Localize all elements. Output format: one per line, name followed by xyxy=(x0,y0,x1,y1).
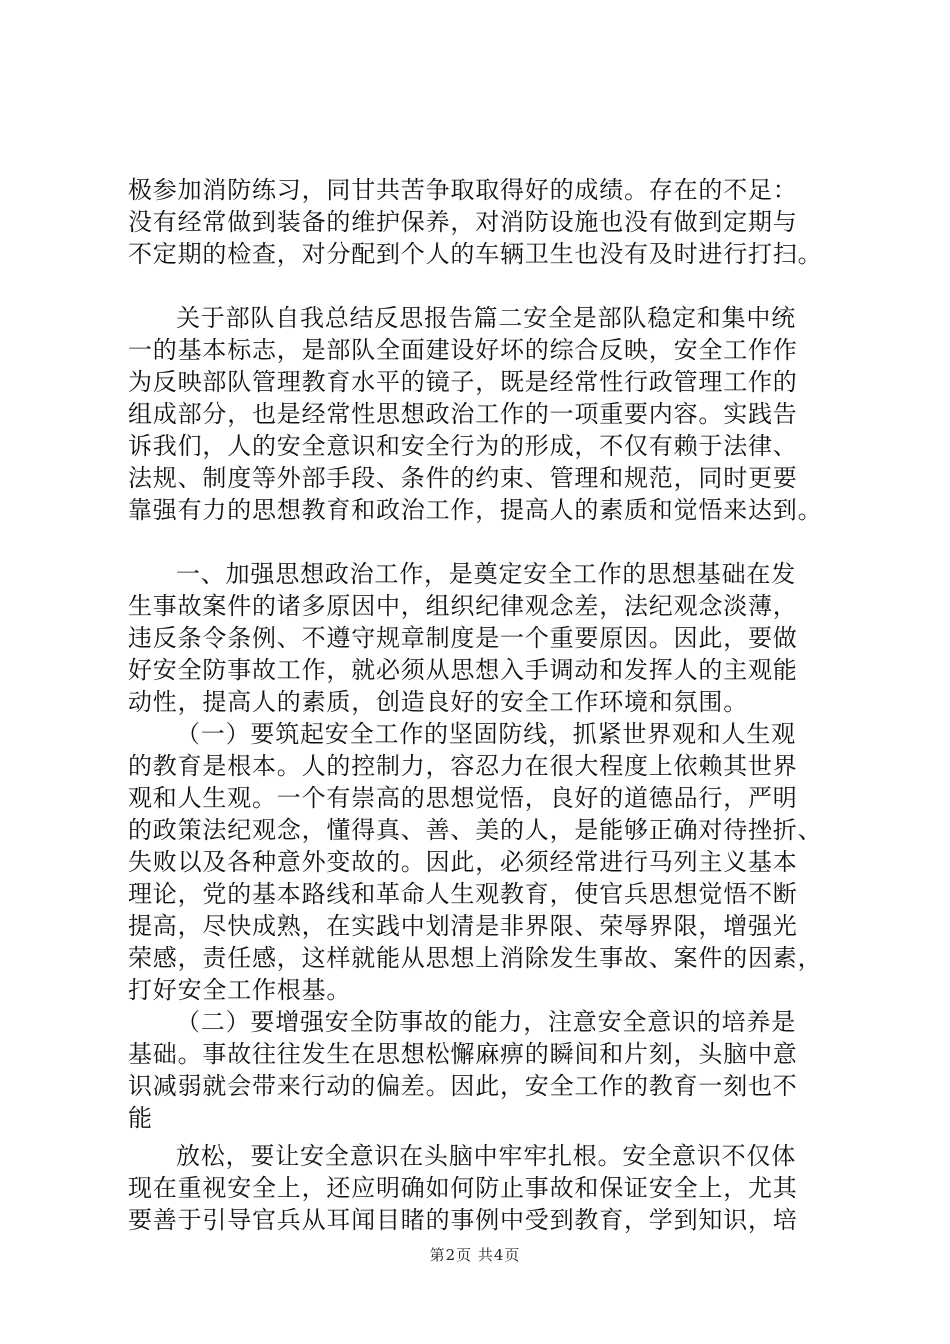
text-line: 关于部队自我总结反思报告篇二安全是部队稳定和集中统 xyxy=(176,304,796,332)
paragraph-3 xyxy=(128,558,828,718)
paragraph-1 xyxy=(128,174,828,270)
text-line: 极参加消防练习，同甘共苦争取取得好的成绩。存在的不足： xyxy=(128,176,798,204)
text-line: 一、加强思想政治工作，是奠定安全工作的思想基础在发 xyxy=(176,560,796,588)
text-line: 的政策法纪观念，懂得真、善、美的人，是能够正确对待挫折、 xyxy=(128,816,823,844)
paragraph-2 xyxy=(128,302,828,526)
text-line: 法规、制度等外部手段、条件的约束、管理和规范，同时更要 xyxy=(128,464,798,492)
page-footer xyxy=(0,1244,950,1265)
text-line: 基础。事故往往发生在思想松懈麻痹的瞬间和片刻，头脑中意 xyxy=(128,1040,798,1068)
text-line: 为反映部队管理教育水平的镜子，既是经常性行政管理工作的 xyxy=(128,368,798,396)
document-body xyxy=(128,174,828,1236)
text-line: 要善于引导官兵从耳闻目睹的事例中受到教育，学到知识，培 xyxy=(128,1206,798,1234)
text-line: （一）要筑起安全工作的坚固防线，抓紧世界观和人生观 xyxy=(176,720,796,748)
text-line: 没有经常做到装备的维护保养，对消防设施也没有做到定期与 xyxy=(128,208,798,236)
text-line: 的教育是根本。人的控制力，容忍力在很大程度上依赖其世界 xyxy=(128,752,798,780)
text-line: 组成部分，也是经常性思想政治工作的一项重要内容。实践告 xyxy=(128,400,798,428)
text-line: （二）要增强安全防事故的能力，注意安全意识的培养是 xyxy=(176,1008,796,1036)
text-line: 荣感，责任感，这样就能从思想上消除发生事故、案件的因素， xyxy=(128,944,823,972)
text-line: 失败以及各种意外变故的。因此，必须经常进行马列主义基本 xyxy=(128,848,798,876)
text-line: 打好安全工作根基。 xyxy=(128,976,352,1004)
paragraph-5 xyxy=(128,1006,828,1134)
text-line: 能 xyxy=(128,1104,153,1132)
text-line: 理论，党的基本路线和革命人生观教育，使官兵思想觉悟不断 xyxy=(128,880,798,908)
paragraph-gap xyxy=(128,270,828,302)
paragraph-4 xyxy=(128,718,828,1006)
text-line: 生事故案件的诸多原因中，组织纪律观念差，法纪观念淡薄， xyxy=(128,592,798,620)
text-line: 观和人生观。一个有崇高的思想觉悟，良好的道德品行，严明 xyxy=(128,784,798,812)
text-line: 识减弱就会带来行动的偏差。因此，安全工作的教育一刻也不 xyxy=(128,1072,798,1100)
text-line: 不定期的检查，对分配到个人的车辆卫生也没有及时进行打扫。 xyxy=(128,240,823,268)
text-line: 放松，要让安全意识在头脑中牢牢扎根。安全意识不仅体 xyxy=(176,1142,796,1170)
paragraph-gap xyxy=(128,526,828,558)
text-line: 好安全防事故工作，就必须从思想入手调动和发挥人的主观能 xyxy=(128,656,798,684)
text-line: 一的基本标志，是部队全面建设好坏的综合反映，安全工作作 xyxy=(128,336,798,364)
text-line: 提高，尽快成熟，在实践中划清是非界限、荣辱界限，增强光 xyxy=(128,912,798,940)
text-line: 靠强有力的思想教育和政治工作，提高人的素质和觉悟来达到。 xyxy=(128,496,823,524)
text-line: 违反条令条例、不遵守规章制度是一个重要原因。因此，要做 xyxy=(128,624,798,652)
text-line: 动性，提高人的素质，创造良好的安全工作环境和氛围。 xyxy=(128,688,748,716)
text-line: 现在重视安全上，还应明确如何防止事故和保证安全上，尤其 xyxy=(128,1174,798,1202)
page-number-label: 第2页 共4页 xyxy=(429,1246,521,1264)
text-line: 诉我们，人的安全意识和安全行为的形成，不仅有赖于法律、 xyxy=(128,432,798,460)
paragraph-6 xyxy=(128,1140,828,1236)
